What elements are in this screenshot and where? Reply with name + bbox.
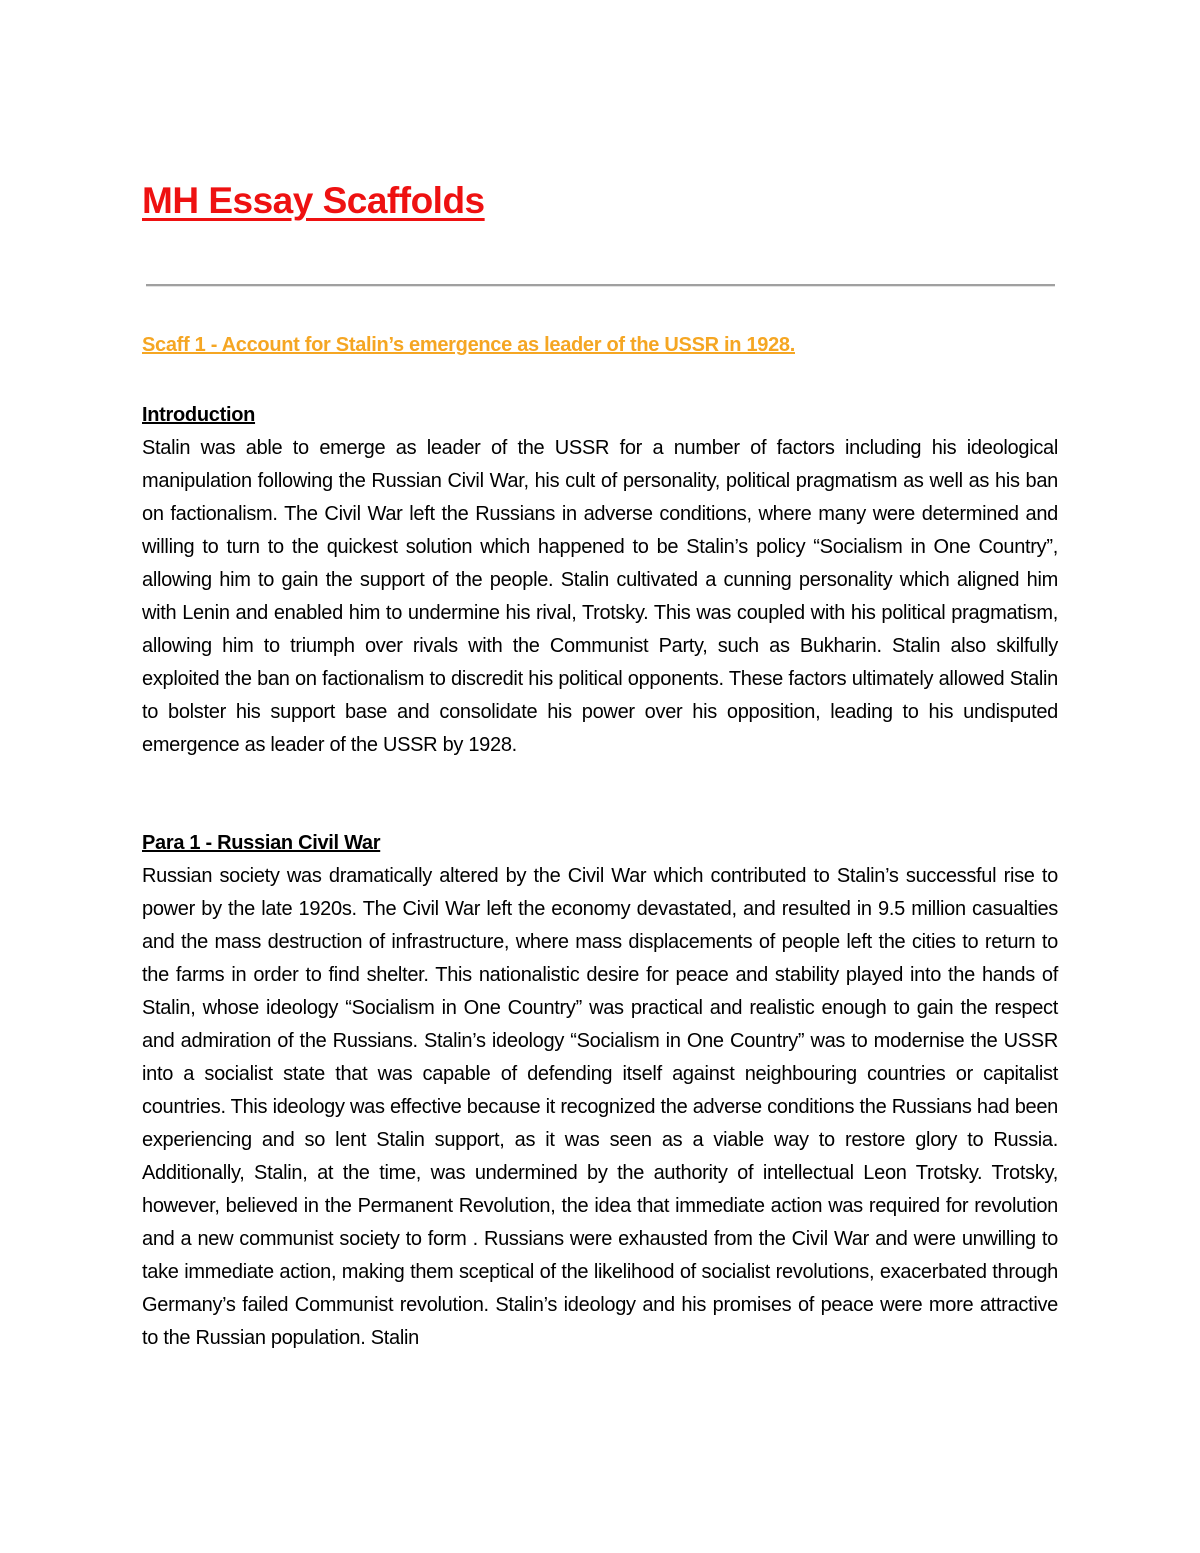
introduction-paragraph: Stalin was able to emerge as leader of the USSR for a number of factors including his ideological manipulation following the Russian Civil War, his cult of personality, political pragmatism as well as his ban on factionalism. The Civil War left the Russians in adverse conditions, where many were determined and willing to turn to the quickest solution which happened to be Stalin’s policy “Socialism in One Country”, allowing him to gain the support of the people. Stalin cultivated a cunning personality which aligned him with Lenin and enabled him to undermine his rival, Trotsky. This was coupled with his political pragmatism, allowing him to triumph over rivals with the Communist Party, such as Bukharin. Stalin also skilfully exploited the ban on factionalism to discredit his political opponents. These factors ultimately allowed Stalin to bolster his support base and consolidate his power over his opposition, leading to his undisputed emergence as leader of the USSR by 1928. — [142, 437, 1058, 756]
para1-paragraph: Russian society was dramatically altered by the Civil War which contributed to Stalin’s successful rise to power by the late 1920s. The Civil War left the economy devastated, and resulted in 9.5 million casualties and the mass destruction of infrastructure, where mass displacements of people left the cities to return to the farms in order to find shelter. This nationalistic desire for peace and stability played into the hands of Stalin, whose ideology “Socialism in One Country” was practical and realistic enough to gain the respect and admiration of the Russians. Stalin’s ideology “Socialism in One Country” was to modernise the USSR into a socialist state that was capable of defending itself against neighbouring countries or capitalist countries. This ideology was effective because it recognized the adverse conditions the Russians had been experiencing and so lent Stalin support, as it was seen as a viable way to restore glory to Russia. Additionally, Stalin, at the time, was undermined by the authority of intellectual Leon Trotsky. Trotsky, however, believed in the Permanent Revolution, the idea that immediate action was required for revolution and a new communist society to form . Russians were exhausted from the Civil War and were unwilling to take immediate action, making them sceptical of the likelihood of socialist revolutions, exacerbated through Germany’s failed Communist revolution. Stalin’s ideology and his promises of peace were more attractive to the Russian population. Stalin — [142, 865, 1058, 1349]
para1-section — [142, 827, 1058, 1355]
horizontal-divider — [146, 284, 1055, 287]
introduction-section — [142, 399, 1058, 762]
scaffold-heading: Scaff 1 - Account for Stalin’s emergence as leader of the USSR in 1928. — [142, 334, 795, 356]
introduction-heading: Introduction — [142, 404, 256, 426]
para1-heading: Para 1 - Russian Civil War — [142, 832, 381, 854]
document-title: MH Essay Scaffolds — [142, 180, 485, 221]
